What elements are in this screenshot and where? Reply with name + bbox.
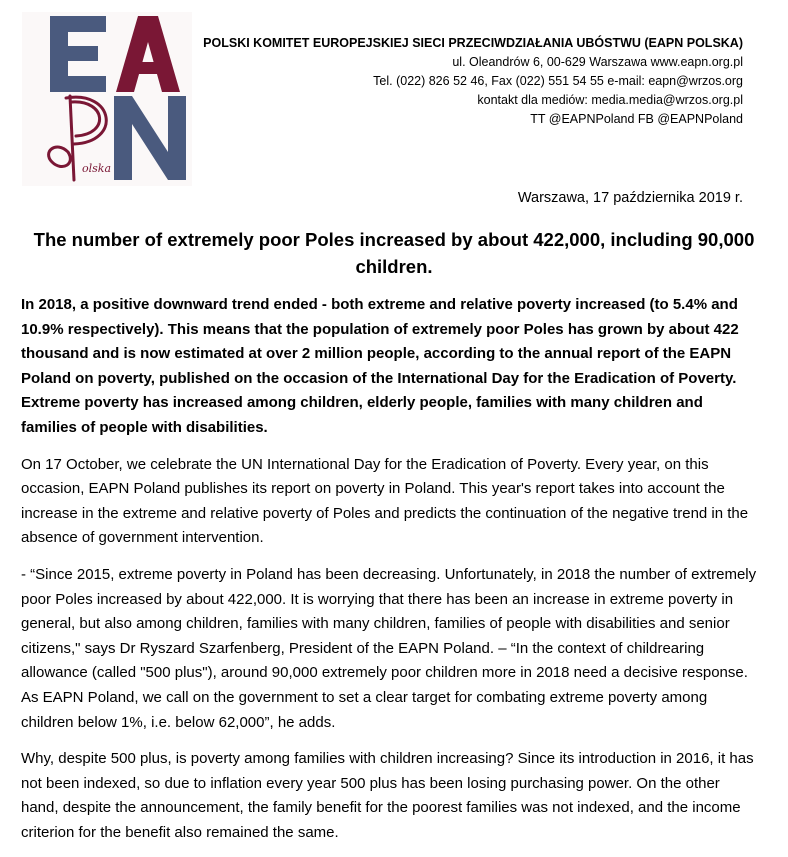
press-release-title: The number of extremely poor Poles increased by about 422,000, including 90,000 children. xyxy=(33,229,755,277)
media-contact: kontakt dla mediów: media.media@wrzos.org.pl xyxy=(477,93,743,107)
org-phone-email: Tel. (022) 826 52 46, Fax (022) 551 54 55 e-mail: eapn@wrzos.org xyxy=(373,74,743,88)
body-paragraph: On 17 October, we celebrate the UN International Day for the Eradication of Poverty. Every year, on this occasion, EAPN Poland publishes its report on poverty in Poland. This year's report takes into account the increase in the extreme and relative poverty of Poles and predicts the continuation of the negative trend in the absence of government intervention. xyxy=(21,455,749,547)
org-name: POLSKI KOMITET EUROPEJSKIEJ SIECI PRZECIWDZIAŁANIA UBÓSTWU (EAPN POLSKA) xyxy=(203,36,743,50)
letterhead xyxy=(203,34,743,129)
document-body xyxy=(21,293,760,857)
document-date: Warszawa, 17 października 2019 r. xyxy=(517,190,743,206)
social-handles: TT @EAPNPoland FB @EAPNPoland xyxy=(530,112,743,126)
body-paragraph: Why, despite 500 plus, is poverty among families with children increasing? Since its introduction in 2016, it has not been indexed, so due to inflation every year 500 plus has been losing purchasing power. On the other hand, despite the announcement, the family benefit for the poorest families was not indexed, and the income criterion for the benefit also remained the same. xyxy=(21,750,754,841)
logo-letter-e xyxy=(50,16,106,92)
logo-script-text: olska xyxy=(82,162,112,175)
logo-graphic xyxy=(22,12,192,186)
lead-paragraph: In 2018, a positive downward trend ended - both extreme and relative poverty increased (to 5.4% and 10.9% respectively). This means that the population of extremely poor Poles has grown by about 422 thousand and is now estimated at over 2 million people, according to the annual report of the EAPN Poland on poverty, published on the occasion of the International Day for the Eradication of Poverty. Extreme poverty has increased among children, elderly people, families with many children and families of people with disabilities. xyxy=(21,296,739,436)
eapn-polska-logo xyxy=(22,12,192,186)
quote-paragraph: - “Since 2015, extreme poverty in Poland has been decreasing. Unfortunately, in 2018 the number of extremely poor Poles increased by about 422,000. It is worrying that there has been an increase in extreme poverty in general, but also among children, families with many children, families of people with disabilities and senior citizens," says Dr Ryszard Szarfenberg, President of the EAPN Poland. – “In the context of childrearing allowance (called "500 plus"), around 90,000 extremely poor children more in 2018 need a decisive response. As EAPN Poland, we call on the government to set a clear target for combating extreme poverty among children below 1%, i.e. below 62,000”, he adds. xyxy=(21,565,757,731)
org-address: ul. Oleandrów 6, 00-629 Warszawa www.eapn.org.pl xyxy=(452,55,743,69)
